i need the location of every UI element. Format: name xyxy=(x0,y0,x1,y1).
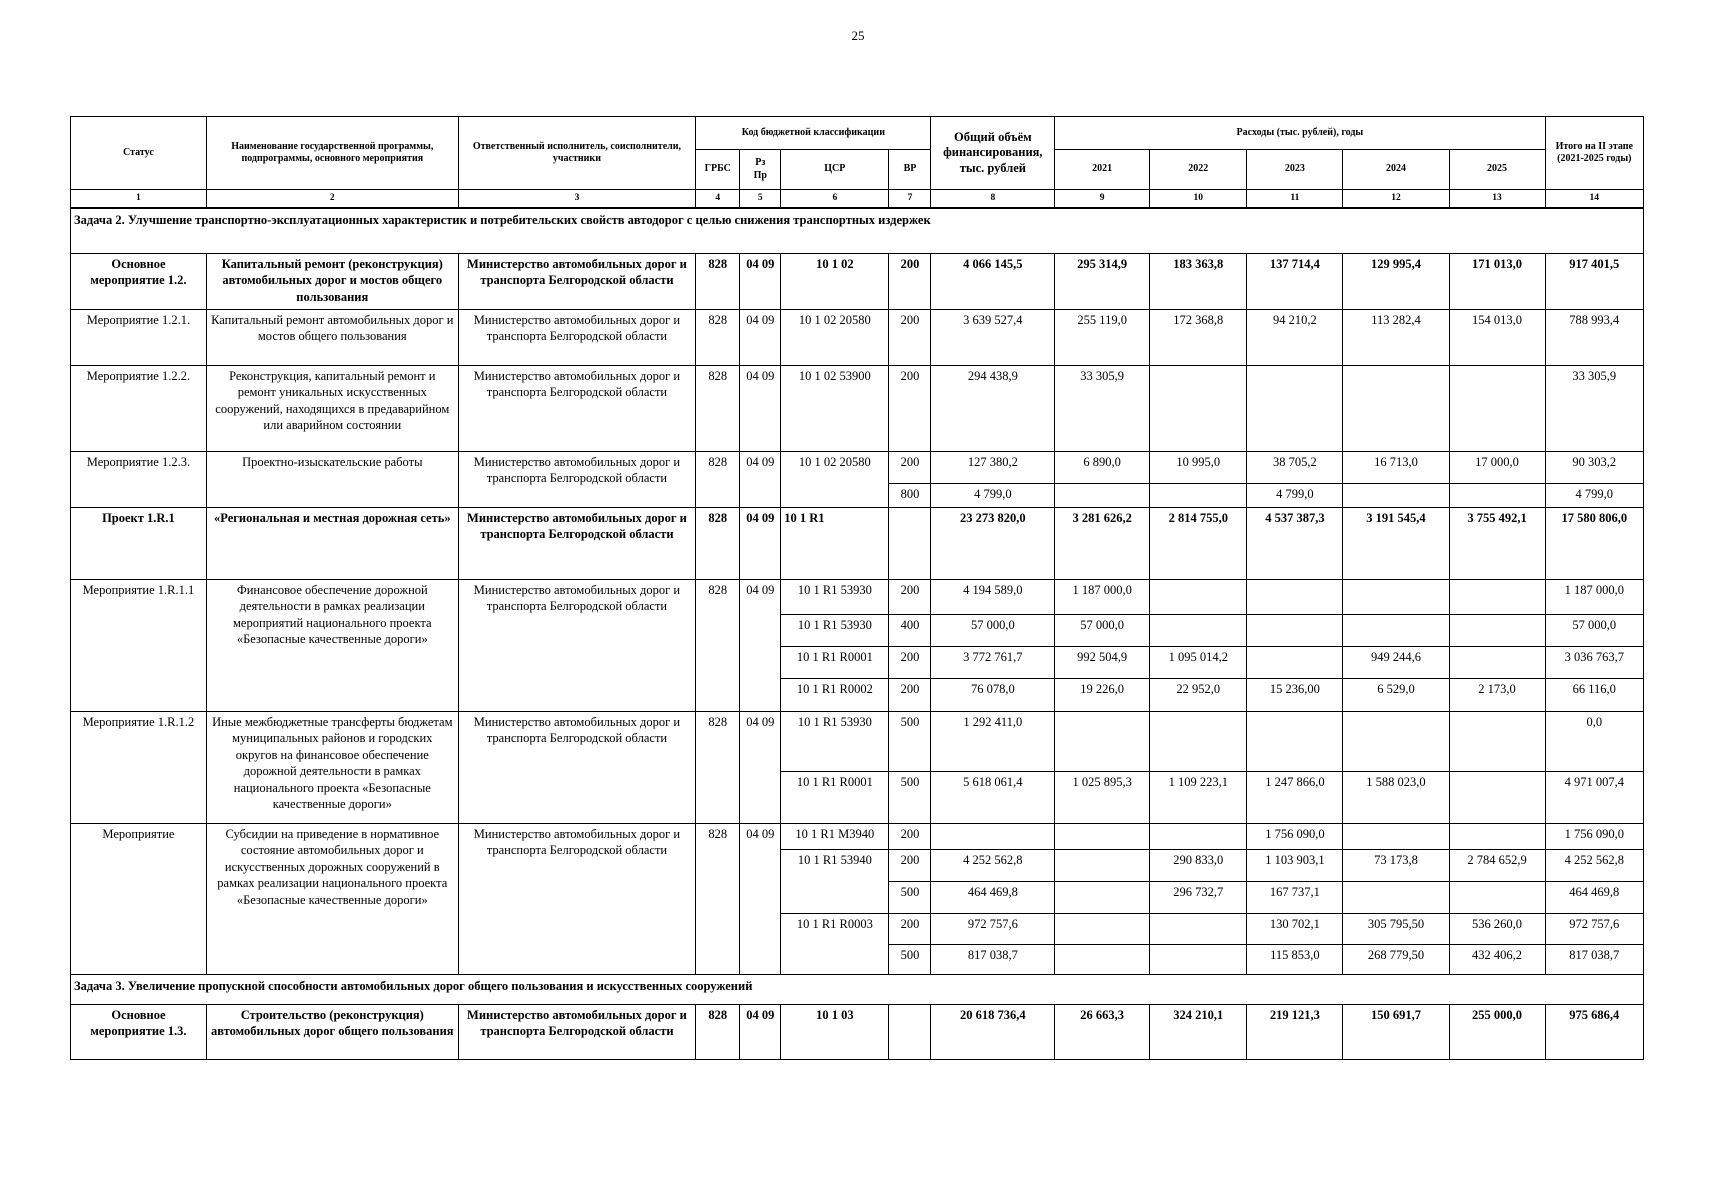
row-rzpr: 04 09 xyxy=(740,451,781,507)
row-2023: 137 714,4 xyxy=(1247,253,1343,309)
row-2021 xyxy=(1055,881,1150,913)
row-sum: 33 305,9 xyxy=(1545,365,1643,451)
header-2022: 2022 xyxy=(1150,150,1247,190)
row-2024: 113 282,4 xyxy=(1343,309,1449,365)
header-name: Наименование государственной программы, подпрограммы, основного мероприятия xyxy=(206,117,458,190)
row-grbs: 828 xyxy=(696,309,740,365)
header-2023: 2023 xyxy=(1247,150,1343,190)
row-executor: Министерство автомобильных дорог и транспорта Белгородской области xyxy=(458,365,695,451)
row-2024 xyxy=(1343,711,1449,771)
table-row xyxy=(71,579,1644,614)
row-2025 xyxy=(1449,646,1545,678)
row-total: 4 066 145,5 xyxy=(931,253,1055,309)
row-2024 xyxy=(1343,823,1449,849)
row-2025 xyxy=(1449,579,1545,614)
row-sum: 90 303,2 xyxy=(1545,451,1643,483)
row-2024: 6 529,0 xyxy=(1343,678,1449,711)
row-2022: 290 833,0 xyxy=(1150,849,1247,881)
row-rzpr: 04 09 xyxy=(740,823,781,974)
row-2022 xyxy=(1150,711,1247,771)
header-total: Общий объём финансирования, тыс. рублей xyxy=(931,117,1055,190)
row-2023: 94 210,2 xyxy=(1247,309,1343,365)
row-vr: 200 xyxy=(889,579,931,614)
row-2022 xyxy=(1150,614,1247,646)
table-row xyxy=(71,507,1644,579)
row-2024: 150 691,7 xyxy=(1343,1004,1449,1059)
row-2025 xyxy=(1449,365,1545,451)
row-2021: 57 000,0 xyxy=(1055,614,1150,646)
row-2023: 1 756 090,0 xyxy=(1247,823,1343,849)
row-2025: 154 013,0 xyxy=(1449,309,1545,365)
row-sum: 1 756 090,0 xyxy=(1545,823,1643,849)
row-2024: 129 995,4 xyxy=(1343,253,1449,309)
row-sum: 3 036 763,7 xyxy=(1545,646,1643,678)
header-rzpr xyxy=(740,150,781,190)
row-2022 xyxy=(1150,579,1247,614)
row-status: Мероприятие 1.2.2. xyxy=(71,365,207,451)
header-executor: Ответственный исполнитель, соисполнители, участники xyxy=(458,117,695,190)
row-2025: 536 260,0 xyxy=(1449,913,1545,944)
row-vr: 200 xyxy=(889,253,931,309)
row-sum: 464 469,8 xyxy=(1545,881,1643,913)
row-vr: 200 xyxy=(889,849,931,881)
task-3-heading: Задача 3. Увеличение пропускной способности автомобильных дорог общего пользования и искусственных сооружений xyxy=(71,974,1644,1004)
row-sum: 817 038,7 xyxy=(1545,944,1643,974)
row-2025 xyxy=(1449,881,1545,913)
row-status: Мероприятие 1.2.1. xyxy=(71,309,207,365)
row-2022: 22 952,0 xyxy=(1150,678,1247,711)
row-2022: 324 210,1 xyxy=(1150,1004,1247,1059)
row-name: Иные межбюджетные трансферты бюджетам муниципальных районов и городских округов на финансовое обеспечение дорожной деятельности в рамках национального проекта «Безопасные качественные дороги» xyxy=(206,711,458,823)
header-status: Статус xyxy=(71,117,207,190)
row-total: 23 273 820,0 xyxy=(931,507,1055,579)
row-grbs: 828 xyxy=(696,823,740,974)
row-total: 294 438,9 xyxy=(931,365,1055,451)
row-total: 5 618 061,4 xyxy=(931,771,1055,823)
row-executor: Министерство автомобильных дорог и транспорта Белгородской области xyxy=(458,1004,695,1059)
task-3-row xyxy=(71,974,1644,1004)
row-sum: 57 000,0 xyxy=(1545,614,1643,646)
row-grbs: 828 xyxy=(696,451,740,507)
row-2023: 130 702,1 xyxy=(1247,913,1343,944)
row-total: 817 038,7 xyxy=(931,944,1055,974)
row-2021: 19 226,0 xyxy=(1055,678,1150,711)
col-num: 13 xyxy=(1449,190,1545,209)
row-2022: 1 109 223,1 xyxy=(1150,771,1247,823)
row-vr: 200 xyxy=(889,365,931,451)
row-2022: 1 095 014,2 xyxy=(1150,646,1247,678)
row-2024: 1 588 023,0 xyxy=(1343,771,1449,823)
row-vr: 200 xyxy=(889,451,931,483)
row-2022: 172 368,8 xyxy=(1150,309,1247,365)
row-total: 127 380,2 xyxy=(931,451,1055,483)
table-row xyxy=(71,451,1644,483)
row-2023: 167 737,1 xyxy=(1247,881,1343,913)
row-status: Проект 1.R.1 xyxy=(71,507,207,579)
header-vr: ВР xyxy=(889,150,931,190)
row-grbs: 828 xyxy=(696,365,740,451)
header-stage-total: Итого на II этапе (2021-2025 годы) xyxy=(1545,117,1643,190)
row-2021 xyxy=(1055,849,1150,881)
header-2025: 2025 xyxy=(1449,150,1545,190)
row-total: 1 292 411,0 xyxy=(931,711,1055,771)
row-2022 xyxy=(1150,483,1247,507)
row-2023 xyxy=(1247,579,1343,614)
row-sum: 17 580 806,0 xyxy=(1545,507,1643,579)
col-num: 9 xyxy=(1055,190,1150,209)
row-2023 xyxy=(1247,365,1343,451)
row-grbs: 828 xyxy=(696,711,740,823)
row-name: Капитальный ремонт автомобильных дорог и мостов общего пользования xyxy=(206,309,458,365)
row-2023 xyxy=(1247,711,1343,771)
row-2022: 183 363,8 xyxy=(1150,253,1247,309)
task-2-row xyxy=(71,208,1644,253)
row-csr: 10 1 R1 53940 xyxy=(781,849,889,913)
row-2021 xyxy=(1055,483,1150,507)
row-2021: 33 305,9 xyxy=(1055,365,1150,451)
row-2024: 949 244,6 xyxy=(1343,646,1449,678)
row-sum: 4 971 007,4 xyxy=(1545,771,1643,823)
row-vr xyxy=(889,507,931,579)
header-grbs: ГРБС xyxy=(696,150,740,190)
table-row xyxy=(71,711,1644,771)
row-2022: 10 995,0 xyxy=(1150,451,1247,483)
header-expenses: Расходы (тыс. рублей), годы xyxy=(1055,117,1545,150)
row-sum: 4 799,0 xyxy=(1545,483,1643,507)
row-executor: Министерство автомобильных дорог и транспорта Белгородской области xyxy=(458,711,695,823)
row-2025: 2 784 652,9 xyxy=(1449,849,1545,881)
row-2023: 4 537 387,3 xyxy=(1247,507,1343,579)
row-status: Мероприятие 1.R.1.2 xyxy=(71,711,207,823)
row-2023 xyxy=(1247,614,1343,646)
row-rzpr: 04 09 xyxy=(740,507,781,579)
header-budget-code: Код бюджетной классификации xyxy=(696,117,931,150)
row-2022 xyxy=(1150,365,1247,451)
row-2025: 171 013,0 xyxy=(1449,253,1545,309)
row-total: 972 757,6 xyxy=(931,913,1055,944)
row-2025: 3 755 492,1 xyxy=(1449,507,1545,579)
row-vr: 200 xyxy=(889,823,931,849)
row-2024 xyxy=(1343,881,1449,913)
row-2024 xyxy=(1343,483,1449,507)
row-2021: 295 314,9 xyxy=(1055,253,1150,309)
row-2022 xyxy=(1150,944,1247,974)
row-sum: 788 993,4 xyxy=(1545,309,1643,365)
row-2021: 992 504,9 xyxy=(1055,646,1150,678)
row-total: 464 469,8 xyxy=(931,881,1055,913)
row-2023 xyxy=(1247,646,1343,678)
row-total: 20 618 736,4 xyxy=(931,1004,1055,1059)
header-rz: Рз xyxy=(755,157,766,168)
row-sum: 66 116,0 xyxy=(1545,678,1643,711)
row-2024 xyxy=(1343,579,1449,614)
col-num: 5 xyxy=(740,190,781,209)
row-csr: 10 1 02 xyxy=(781,253,889,309)
row-2023: 38 705,2 xyxy=(1247,451,1343,483)
row-vr: 500 xyxy=(889,771,931,823)
row-status: Основное мероприятие 1.3. xyxy=(71,1004,207,1059)
row-2025: 2 173,0 xyxy=(1449,678,1545,711)
row-2022: 2 814 755,0 xyxy=(1150,507,1247,579)
row-2024: 305 795,50 xyxy=(1343,913,1449,944)
row-status: Мероприятие xyxy=(71,823,207,974)
row-total: 57 000,0 xyxy=(931,614,1055,646)
row-sum: 1 187 000,0 xyxy=(1545,579,1643,614)
row-total: 4 799,0 xyxy=(931,483,1055,507)
table-row xyxy=(71,365,1644,451)
row-2022 xyxy=(1150,913,1247,944)
row-name: «Региональная и местная дорожная сеть» xyxy=(206,507,458,579)
row-2021 xyxy=(1055,823,1150,849)
row-2022 xyxy=(1150,823,1247,849)
row-status: Основное мероприятие 1.2. xyxy=(71,253,207,309)
col-num: 8 xyxy=(931,190,1055,209)
row-2025 xyxy=(1449,823,1545,849)
header-2021: 2021 xyxy=(1055,150,1150,190)
budget-table xyxy=(70,116,1644,1060)
row-name: Финансовое обеспечение дорожной деятельности в рамках реализации мероприятий национального проекта «Безопасные качественные дороги» xyxy=(206,579,458,711)
row-2024 xyxy=(1343,365,1449,451)
row-2025: 17 000,0 xyxy=(1449,451,1545,483)
col-num: 3 xyxy=(458,190,695,209)
row-executor: Министерство автомобильных дорог и транспорта Белгородской области xyxy=(458,451,695,507)
row-rzpr: 04 09 xyxy=(740,309,781,365)
row-total xyxy=(931,823,1055,849)
row-2025 xyxy=(1449,711,1545,771)
row-csr: 10 1 02 53900 xyxy=(781,365,889,451)
row-2025 xyxy=(1449,614,1545,646)
row-vr: 200 xyxy=(889,646,931,678)
row-executor: Министерство автомобильных дорог и транспорта Белгородской области xyxy=(458,253,695,309)
row-csr: 10 1 R1 R0003 xyxy=(781,913,889,974)
row-vr: 200 xyxy=(889,913,931,944)
row-grbs: 828 xyxy=(696,1004,740,1059)
row-sum: 975 686,4 xyxy=(1545,1004,1643,1059)
row-sum: 4 252 562,8 xyxy=(1545,849,1643,881)
row-sum: 917 401,5 xyxy=(1545,253,1643,309)
row-2025: 255 000,0 xyxy=(1449,1004,1545,1059)
row-2021: 26 663,3 xyxy=(1055,1004,1150,1059)
row-2024: 3 191 545,4 xyxy=(1343,507,1449,579)
row-csr: 10 1 02 20580 xyxy=(781,451,889,507)
row-name: Капитальный ремонт (реконструкция) автомобильных дорог и мостов общего пользования xyxy=(206,253,458,309)
row-csr: 10 1 R1 R0002 xyxy=(781,678,889,711)
row-executor: Министерство автомобильных дорог и транспорта Белгородской области xyxy=(458,579,695,711)
row-name: Реконструкция, капитальный ремонт и ремонт уникальных искусственных сооружений, находящихся в предаварийном или аварийном состоянии xyxy=(206,365,458,451)
row-rzpr: 04 09 xyxy=(740,579,781,711)
header-csr: ЦСР xyxy=(781,150,889,190)
table-row xyxy=(71,253,1644,309)
row-2024: 268 779,50 xyxy=(1343,944,1449,974)
table-row xyxy=(71,823,1644,849)
row-total: 3 639 527,4 xyxy=(931,309,1055,365)
row-2024 xyxy=(1343,614,1449,646)
table-row xyxy=(71,1004,1644,1059)
row-rzpr: 04 09 xyxy=(740,365,781,451)
row-csr: 10 1 R1 M3940 xyxy=(781,823,889,849)
row-vr: 500 xyxy=(889,881,931,913)
row-2021: 255 119,0 xyxy=(1055,309,1150,365)
row-csr: 10 1 R1 53930 xyxy=(781,711,889,771)
row-2025 xyxy=(1449,771,1545,823)
row-2025: 432 406,2 xyxy=(1449,944,1545,974)
row-total: 3 772 761,7 xyxy=(931,646,1055,678)
row-vr: 800 xyxy=(889,483,931,507)
row-vr: 400 xyxy=(889,614,931,646)
col-num: 12 xyxy=(1343,190,1449,209)
header-pr: Пр xyxy=(753,169,767,181)
row-name: Проектно-изыскательские работы xyxy=(206,451,458,507)
row-rzpr: 04 09 xyxy=(740,1004,781,1059)
row-name: Строительство (реконструкция) автомобильных дорог общего пользования xyxy=(206,1004,458,1059)
row-rzpr: 04 09 xyxy=(740,711,781,823)
row-2024: 73 173,8 xyxy=(1343,849,1449,881)
row-grbs: 828 xyxy=(696,579,740,711)
col-num: 14 xyxy=(1545,190,1643,209)
col-num: 4 xyxy=(696,190,740,209)
row-2021 xyxy=(1055,711,1150,771)
row-vr: 200 xyxy=(889,309,931,365)
header-2024: 2024 xyxy=(1343,150,1449,190)
page-number: 25 xyxy=(851,28,865,43)
row-executor: Министерство автомобильных дорог и транспорта Белгородской области xyxy=(458,507,695,579)
row-grbs: 828 xyxy=(696,253,740,309)
row-2023: 219 121,3 xyxy=(1247,1004,1343,1059)
row-rzpr: 04 09 xyxy=(740,253,781,309)
row-2023: 1 103 903,1 xyxy=(1247,849,1343,881)
col-num: 2 xyxy=(206,190,458,209)
row-vr: 500 xyxy=(889,944,931,974)
row-sum: 972 757,6 xyxy=(1545,913,1643,944)
task-2-heading: Задача 2. Улучшение транспортно-эксплуатационных характеристик и потребительских свойств автодорог с целью снижения транспортных издержек xyxy=(71,208,1644,253)
row-vr: 500 xyxy=(889,711,931,771)
row-csr: 10 1 R1 R0001 xyxy=(781,771,889,823)
row-2025 xyxy=(1449,483,1545,507)
row-vr: 200 xyxy=(889,678,931,711)
row-status: Мероприятие 1.R.1.1 xyxy=(71,579,207,711)
row-2023: 15 236,00 xyxy=(1247,678,1343,711)
row-2023: 1 247 866,0 xyxy=(1247,771,1343,823)
row-vr xyxy=(889,1004,931,1059)
col-num: 10 xyxy=(1150,190,1247,209)
row-csr: 10 1 R1 53930 xyxy=(781,579,889,614)
row-total: 76 078,0 xyxy=(931,678,1055,711)
row-executor: Министерство автомобильных дорог и транспорта Белгородской области xyxy=(458,823,695,974)
row-csr: 10 1 03 xyxy=(781,1004,889,1059)
col-num: 7 xyxy=(889,190,931,209)
row-name: Субсидии на приведение в нормативное состояние автомобильных дорог и искусственных дорожных сооружений в рамках реализации национального проекта «Безопасные качественные дороги» xyxy=(206,823,458,974)
row-2021: 1 187 000,0 xyxy=(1055,579,1150,614)
col-num: 11 xyxy=(1247,190,1343,209)
budget-table-container xyxy=(70,116,1644,1060)
row-2021 xyxy=(1055,913,1150,944)
col-num: 1 xyxy=(71,190,207,209)
row-csr: 10 1 R1 R0001 xyxy=(781,646,889,678)
row-csr: 10 1 02 20580 xyxy=(781,309,889,365)
row-2022: 296 732,7 xyxy=(1150,881,1247,913)
row-csr: 10 1 R1 53930 xyxy=(781,614,889,646)
row-grbs: 828 xyxy=(696,507,740,579)
row-2021: 1 025 895,3 xyxy=(1055,771,1150,823)
table-row xyxy=(71,309,1644,365)
col-num: 6 xyxy=(781,190,889,209)
row-sum: 0,0 xyxy=(1545,711,1643,771)
row-2021: 6 890,0 xyxy=(1055,451,1150,483)
row-executor: Министерство автомобильных дорог и транспорта Белгородской области xyxy=(458,309,695,365)
row-status: Мероприятие 1.2.3. xyxy=(71,451,207,507)
row-2021 xyxy=(1055,944,1150,974)
row-2023: 4 799,0 xyxy=(1247,483,1343,507)
row-total: 4 252 562,8 xyxy=(931,849,1055,881)
column-numbers-row xyxy=(71,190,1644,209)
row-2021: 3 281 626,2 xyxy=(1055,507,1150,579)
row-2023: 115 853,0 xyxy=(1247,944,1343,974)
row-total: 4 194 589,0 xyxy=(931,579,1055,614)
row-csr: 10 1 R1 xyxy=(781,507,889,579)
row-2024: 16 713,0 xyxy=(1343,451,1449,483)
